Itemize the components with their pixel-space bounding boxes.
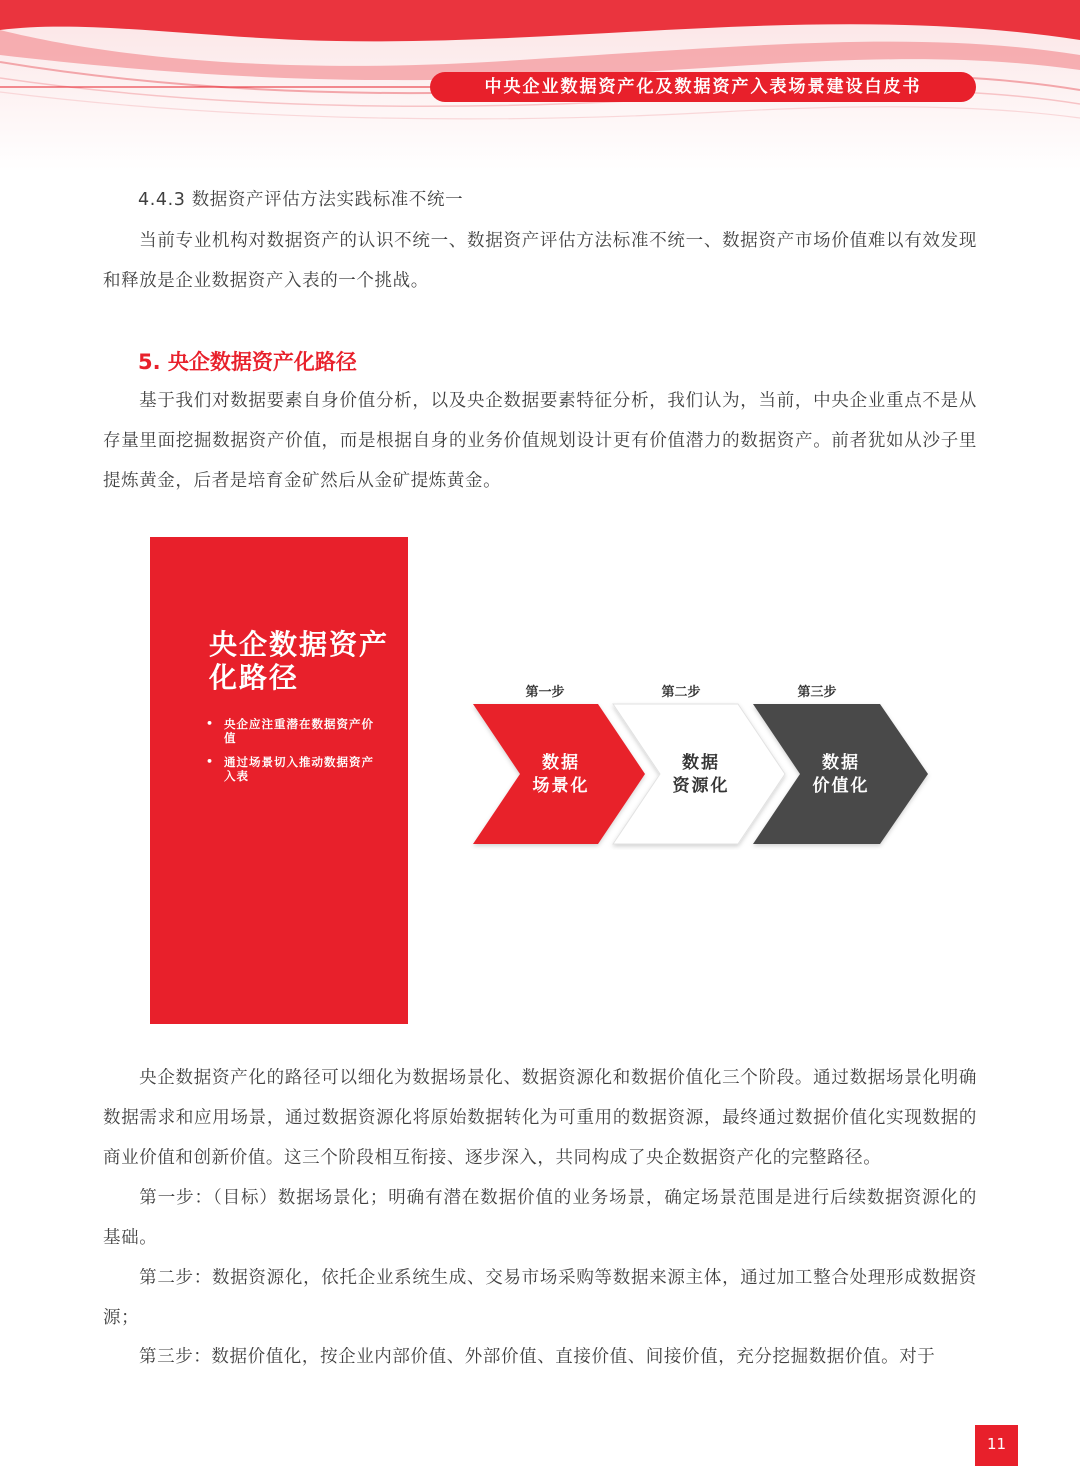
paragraph: 当前专业机构对数据资产的认识不统一、数据资产评估方法标准不统一、数据资产市场价值难以有效发现和释放是企业数据资产入表的一个挑战。 bbox=[103, 231, 977, 291]
chevron-label-1: 数据 场景化 bbox=[532, 753, 590, 796]
panel-bullet: • 通过场景切入推动数据资产入表 bbox=[206, 755, 374, 783]
page-number: 11 bbox=[975, 1425, 1018, 1466]
paragraph: 央企数据资产化的路径可以细化为数据场景化、数据资源化和数据价值化三个阶段。通过数据场景化明确数据需求和应用场景，通过数据资源化将原始数据转化为可重用的数据资源，最终通过数据价值化实现数据的商业价值和创新价值。这三个阶段相互衔接、逐步深入，共同构成了央企数据资产化的完整路径。 bbox=[103, 1068, 977, 1168]
panel-title: 央企数据资产化路径 bbox=[209, 628, 390, 694]
chevron-label-3: 数据 价值化 bbox=[812, 753, 870, 796]
paragraph: 第二步：数据资源化，依托企业系统生成、交易市场采购等数据来源主体，通过加工整合处理形成数据资源； bbox=[103, 1268, 977, 1328]
paragraph: 基于我们对数据要素自身价值分析，以及央企数据要素特征分析，我们认为，当前，中央企业重点不是从存量里面挖掘数据资产价值，而是根据自身的业务价值规划设计更有价值潜力的数据资产。前者犹如从沙子里提炼黄金，后者是培育金矿然后从金矿提炼黄金。 bbox=[103, 391, 977, 491]
step-label-1: 第一步 bbox=[525, 685, 565, 700]
header-title: 中央企业数据资产化及数据资产入表场景建设白皮书 bbox=[430, 72, 976, 102]
step-label-2: 第二步 bbox=[661, 685, 701, 700]
paragraph: 第三步：数据价值化，按企业内部价值、外部价值、直接价值、间接价值，充分挖掘数据价值。对于 bbox=[139, 1347, 936, 1367]
panel-bullet-list bbox=[206, 717, 376, 793]
paragraph: 第一步：（目标）数据场景化；明确有潜在数据价值的业务场景，确定场景范围是进行后续数据资源化的基础。 bbox=[103, 1188, 977, 1248]
chevron-label-2: 数据 资源化 bbox=[672, 753, 730, 796]
subsection-heading: 4.4.3 数据资产评估方法实践标准不统一 bbox=[138, 190, 464, 210]
step-label-3: 第三步 bbox=[797, 685, 837, 700]
section-heading: 5. 央企数据资产化路径 bbox=[138, 350, 357, 374]
figure-red-panel bbox=[150, 537, 408, 1024]
panel-bullet: • 央企应注重潜在数据资产价值 bbox=[206, 717, 374, 745]
